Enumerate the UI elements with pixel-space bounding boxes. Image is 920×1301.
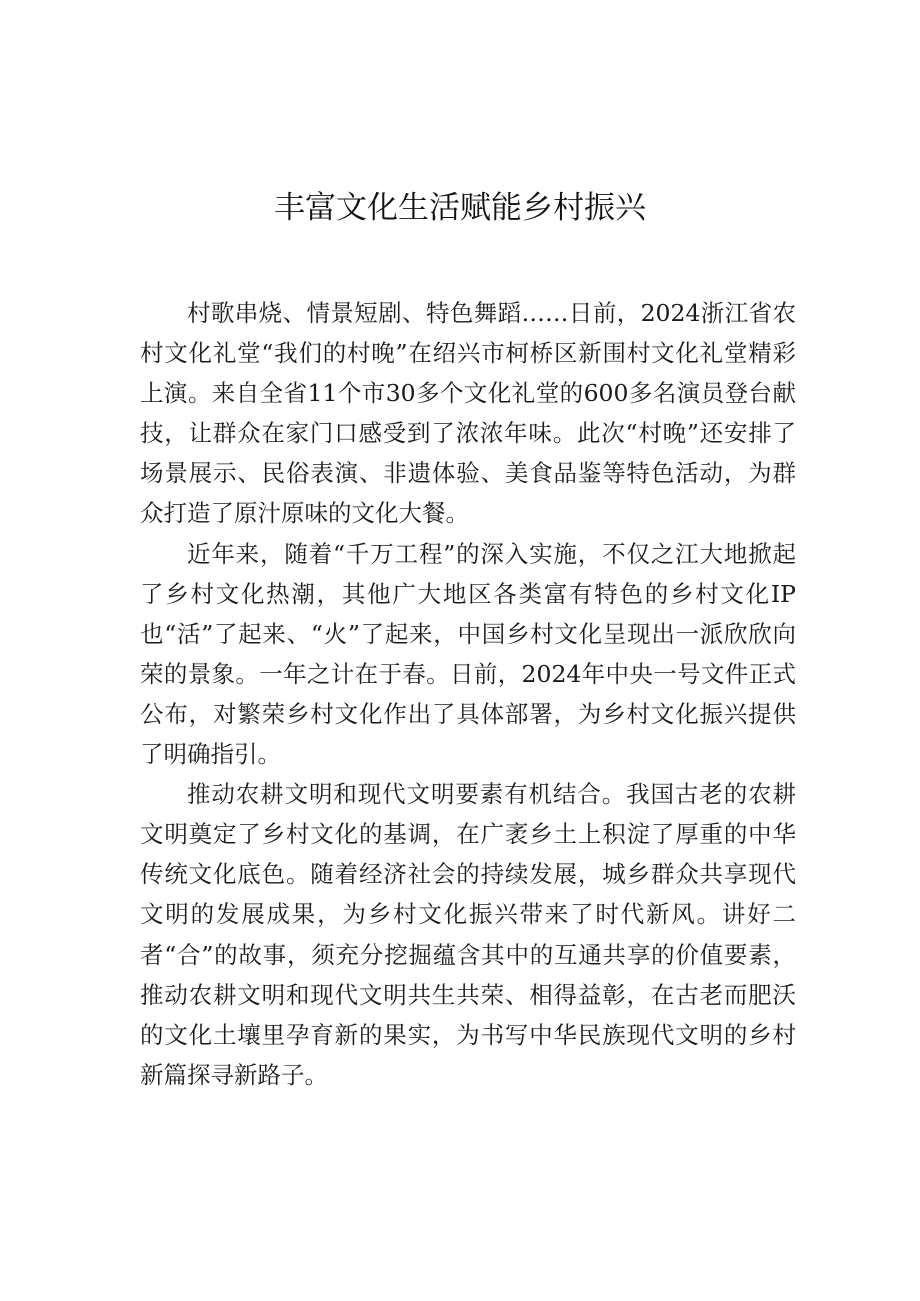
paragraph-3: 推动农耕文明和现代文明要素有机结合。我国古老的农耕文明奠定了乡村文化的基调，在广袤乡土上积淀了厚重的中华传统文化底色。随着经济社会的持续发展，城乡群众共享现代文明的发展成果，为乡村文化振兴带来了时代新风。讲好二者“合”的故事，须充分挖掘蕴含其中的互通共享的价值要素，推动农耕文明和现代文明共生共荣、相得益彰，在古老而肥沃的文化土壤里孕育新的果实，为书写中华民族现代文明的乡村新篇探寻新路子。 [140, 780, 796, 1089]
article-title: 丰富文化生活赋能乡村振兴 [274, 190, 646, 226]
article-body [140, 293, 796, 1095]
paragraph-2: 近年来，随着“千万工程”的深入实施，不仅之江大地掀起了乡村文化热潮，其他广大地区各类富有特色的乡村文化IP也“活”了起来、“火”了起来，中国乡村文化呈现出一派欣欣向荣的景象。一年之计在于春。日前，2024年中央一号文件正式公布，对繁荣乡村文化作出了具体部署，为乡村文化振兴提供了明确指引。 [140, 539, 796, 769]
paragraph-1: 村歌串烧、情景短剧、特色舞蹈……日前，2024浙江省农村文化礼堂“我们的村晚”在绍兴市柯桥区新围村文化礼堂精彩上演。来自全省11个市30多个文化礼堂的600多名演员登台献技，让群众在家门口感受到了浓浓年味。此次“村晚”还安排了场景展示、民俗表演、非遗体验、美食品鉴等特色活动，为群众打造了原汁原味的文化大餐。 [140, 299, 796, 528]
